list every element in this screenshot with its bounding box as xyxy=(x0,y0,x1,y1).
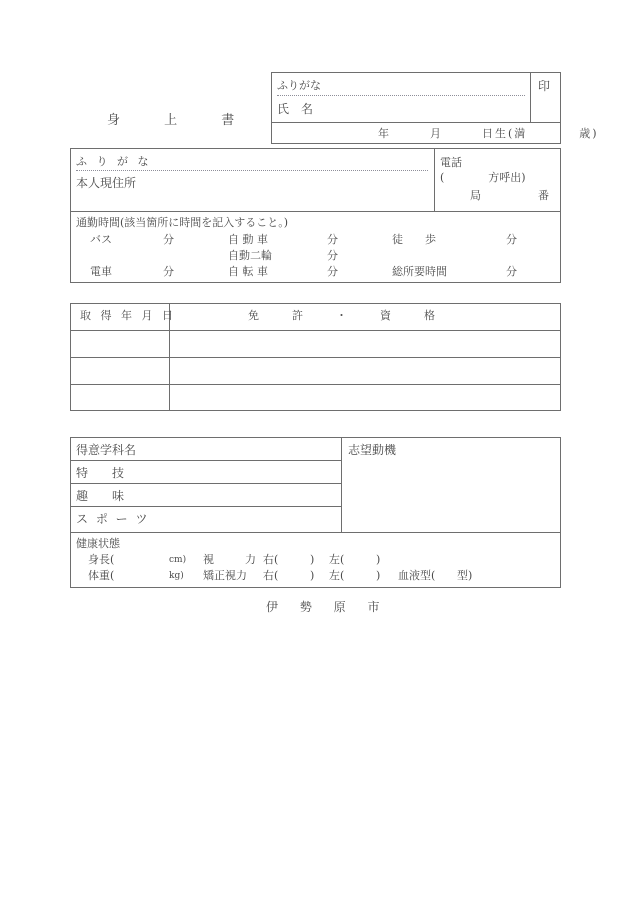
commute-walk-label: 徒 歩 xyxy=(392,233,436,246)
phone-label: 電話 xyxy=(440,156,462,169)
profile-value-sports[interactable] xyxy=(160,511,335,528)
profile-health-divider xyxy=(70,532,561,533)
commute-motorcycle-label: 自動二輪 xyxy=(228,249,272,262)
profile-label-subject: 得意学科名 xyxy=(76,443,137,457)
phone-callout-field[interactable]: ( 方呼出) xyxy=(440,171,526,184)
health-blood-unit[interactable]: 型) xyxy=(457,569,473,582)
profile-row-divider-3 xyxy=(70,506,342,507)
phone-number-label[interactable]: 番 xyxy=(538,189,549,202)
health-corrected-vision-label: 矯正視力 xyxy=(203,569,247,582)
health-corrected-right-label: 右( xyxy=(263,569,279,582)
profile-row-divider-1 xyxy=(70,460,342,461)
table-row[interactable] xyxy=(70,358,168,384)
health-corrected-left-close[interactable]: ) xyxy=(376,569,381,582)
commute-total-label: 総所要時間 xyxy=(392,265,447,278)
seal-cell-divider xyxy=(530,72,531,122)
birth-date-line[interactable]: 年 月 日生(満 歳) xyxy=(378,127,599,140)
health-weight-unit[interactable]: kg) xyxy=(169,571,184,581)
furigana-dotted-rule-address xyxy=(76,170,428,171)
page-title: 身 上 書 xyxy=(107,113,255,128)
commute-car-unit[interactable]: 分 xyxy=(327,233,338,246)
address-input-area[interactable] xyxy=(146,175,426,205)
health-corrected-right-close[interactable]: ) xyxy=(310,569,315,582)
phone-exchange-label[interactable]: 局 xyxy=(470,189,481,202)
health-vision-right-label: 右( xyxy=(263,553,279,566)
health-vision-right-close[interactable]: ) xyxy=(310,553,315,566)
commute-train-unit[interactable]: 分 xyxy=(163,265,174,278)
commute-walk-unit[interactable]: 分 xyxy=(506,233,517,246)
license-table-header-license: 免 許 ・ 資 格 xyxy=(248,309,435,322)
profile-value-hobby[interactable] xyxy=(160,488,335,505)
commute-train-label: 電車 xyxy=(90,265,112,278)
health-vision-label: 視 力 xyxy=(203,553,259,566)
furigana-label-name: ふりがな xyxy=(277,79,321,92)
commute-total-unit[interactable]: 分 xyxy=(506,265,517,278)
commute-bicycle-unit[interactable]: 分 xyxy=(327,265,338,278)
profile-label-specialty: 特 技 xyxy=(76,466,125,480)
profile-row-divider-2 xyxy=(70,483,342,484)
health-corrected-left-label: 左( xyxy=(329,569,345,582)
license-table-header-date: 取 得 年 月 日 xyxy=(80,309,176,322)
seal-label: 印 xyxy=(538,79,551,93)
address-label: 本人現住所 xyxy=(76,176,137,190)
profile-value-specialty[interactable] xyxy=(160,465,335,482)
table-row[interactable] xyxy=(170,385,560,410)
commute-bus-label: バス xyxy=(90,233,112,246)
profile-label-sports: ス ポ ー ツ xyxy=(76,512,150,526)
health-blood-label: 血液型( xyxy=(398,569,436,582)
name-input-area[interactable] xyxy=(320,103,520,119)
furigana-label-address: ふ り が な xyxy=(76,155,152,168)
motivation-label: 志望動機 xyxy=(348,443,397,457)
table-row[interactable] xyxy=(170,358,560,384)
name-block-divider xyxy=(271,122,561,123)
address-commute-divider xyxy=(70,211,561,212)
name-label: 氏 名 xyxy=(277,102,314,116)
table-row[interactable] xyxy=(170,331,560,357)
health-height-unit[interactable]: cm) xyxy=(169,555,187,565)
health-heading: 健康状態 xyxy=(76,537,120,550)
motivation-value[interactable] xyxy=(348,462,553,528)
phone-column-divider xyxy=(434,148,435,211)
table-row[interactable] xyxy=(70,385,168,410)
commute-heading: 通勤時間(該当箇所に時間を記入すること。) xyxy=(76,216,289,229)
commute-bicycle-label: 自 転 車 xyxy=(228,265,268,278)
profile-value-subject[interactable] xyxy=(160,442,335,459)
commute-motorcycle-unit[interactable]: 分 xyxy=(327,249,338,262)
profile-label-hobby: 趣 味 xyxy=(76,489,125,503)
health-height-label: 身長( xyxy=(88,553,115,566)
health-vision-left-close[interactable]: ) xyxy=(376,553,381,566)
furigana-dotted-rule-name xyxy=(277,95,525,96)
table-row[interactable] xyxy=(70,331,168,357)
commute-bus-unit[interactable]: 分 xyxy=(163,233,174,246)
commute-car-label: 自 動 車 xyxy=(228,233,268,246)
issuing-authority: 伊 勢 原 市 xyxy=(266,600,389,614)
health-vision-left-label: 左( xyxy=(329,553,345,566)
health-weight-label: 体重( xyxy=(88,569,115,582)
motivation-column-divider xyxy=(341,437,342,532)
